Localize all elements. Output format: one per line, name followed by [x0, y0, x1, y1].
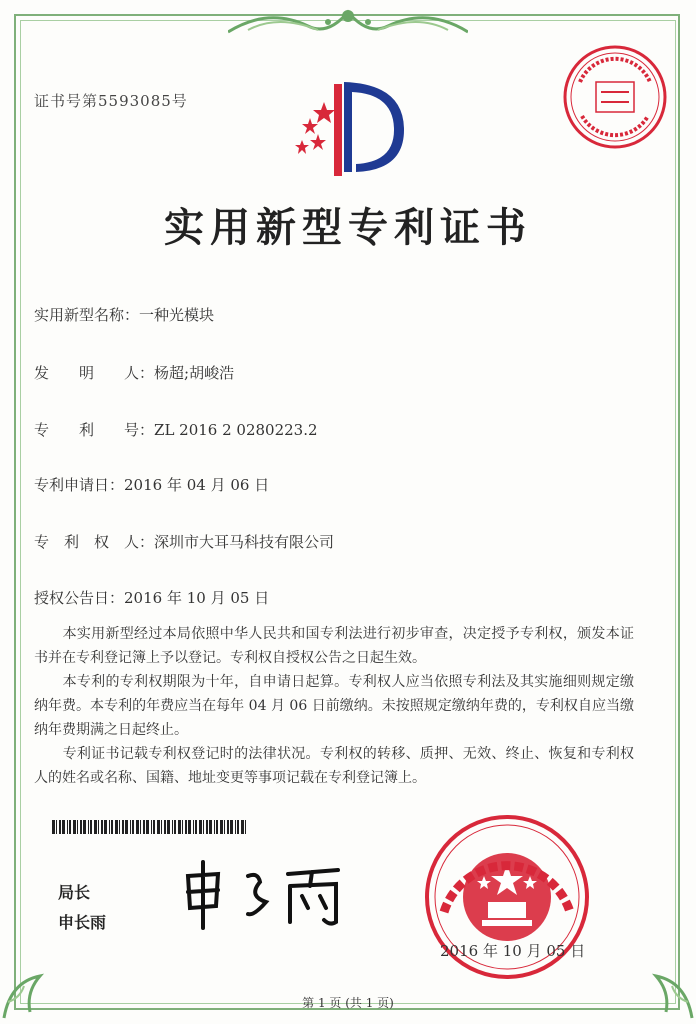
- field-value: ZL 2016 2 0280223.2: [154, 421, 318, 439]
- barcode: [52, 820, 248, 834]
- field-label: 实用新型名称：: [34, 306, 140, 324]
- director-signature: [178, 856, 358, 936]
- director-name: 申长雨: [58, 913, 107, 932]
- page-title: 实用新型专利证书: [164, 205, 532, 251]
- field-patentee: [34, 531, 334, 552]
- field-value: 2016 年 04 月 06 日: [124, 476, 270, 494]
- field-label: 专 利 权 人：: [34, 533, 155, 551]
- page-number: 第 1 页 (共 1 页): [302, 996, 394, 1010]
- field-value: 一种光模块: [139, 306, 215, 324]
- paragraph-grant: 本实用新型经过本局依照中华人民共和国专利法进行初步审查，决定授予专利权，颁发本证书并在专利登记簿上予以登记。专利权自授权公告之日起生效。: [34, 626, 634, 666]
- field-grant-date: [34, 587, 269, 608]
- field-utility-model-name: [34, 304, 214, 325]
- field-patent-number: [34, 419, 318, 440]
- bottom-left-ornament: [0, 962, 60, 1022]
- field-label: 授权公告日：: [34, 589, 125, 607]
- field-value: 杨超;胡峻浩: [154, 364, 235, 382]
- paragraph-legal-status: 专利证书记载专利权登记时的法律状况。专利权的转移、质押、无效、终止、恢复和专利权人的姓名或名称、国籍、地址变更等事项记载在专利登记簿上。: [34, 746, 634, 786]
- field-label: 专利申请日：: [34, 476, 125, 494]
- paragraph-term: 本专利的专利权期限为十年，自申请日起算。专利权人应当依照专利法及其实施细则规定缴纳年费。本专利的年费应当在每年 04 月 06 日前缴纳。未按照规定缴纳年费的，专利权自应当缴纳年费期满之日起终止。: [34, 674, 634, 738]
- top-ornament: [228, 2, 468, 40]
- field-inventor: [34, 362, 234, 383]
- field-value: 深圳市大耳马科技有限公司: [154, 533, 335, 551]
- field-application-date: [34, 474, 269, 495]
- cnipa-logo-icon: [282, 72, 412, 182]
- tax-seal-icon: [560, 42, 670, 152]
- field-value: 2016 年 10 月 05 日: [124, 589, 270, 607]
- director-title: 局长: [58, 883, 91, 902]
- field-label: 发 明 人：: [34, 364, 155, 382]
- seal-date: 2016 年 10 月 05 日: [440, 942, 586, 960]
- field-label: 专 利 号：: [34, 421, 155, 439]
- certificate-number: 证书号第5593085号: [34, 92, 188, 110]
- bottom-right-ornament: [636, 962, 696, 1022]
